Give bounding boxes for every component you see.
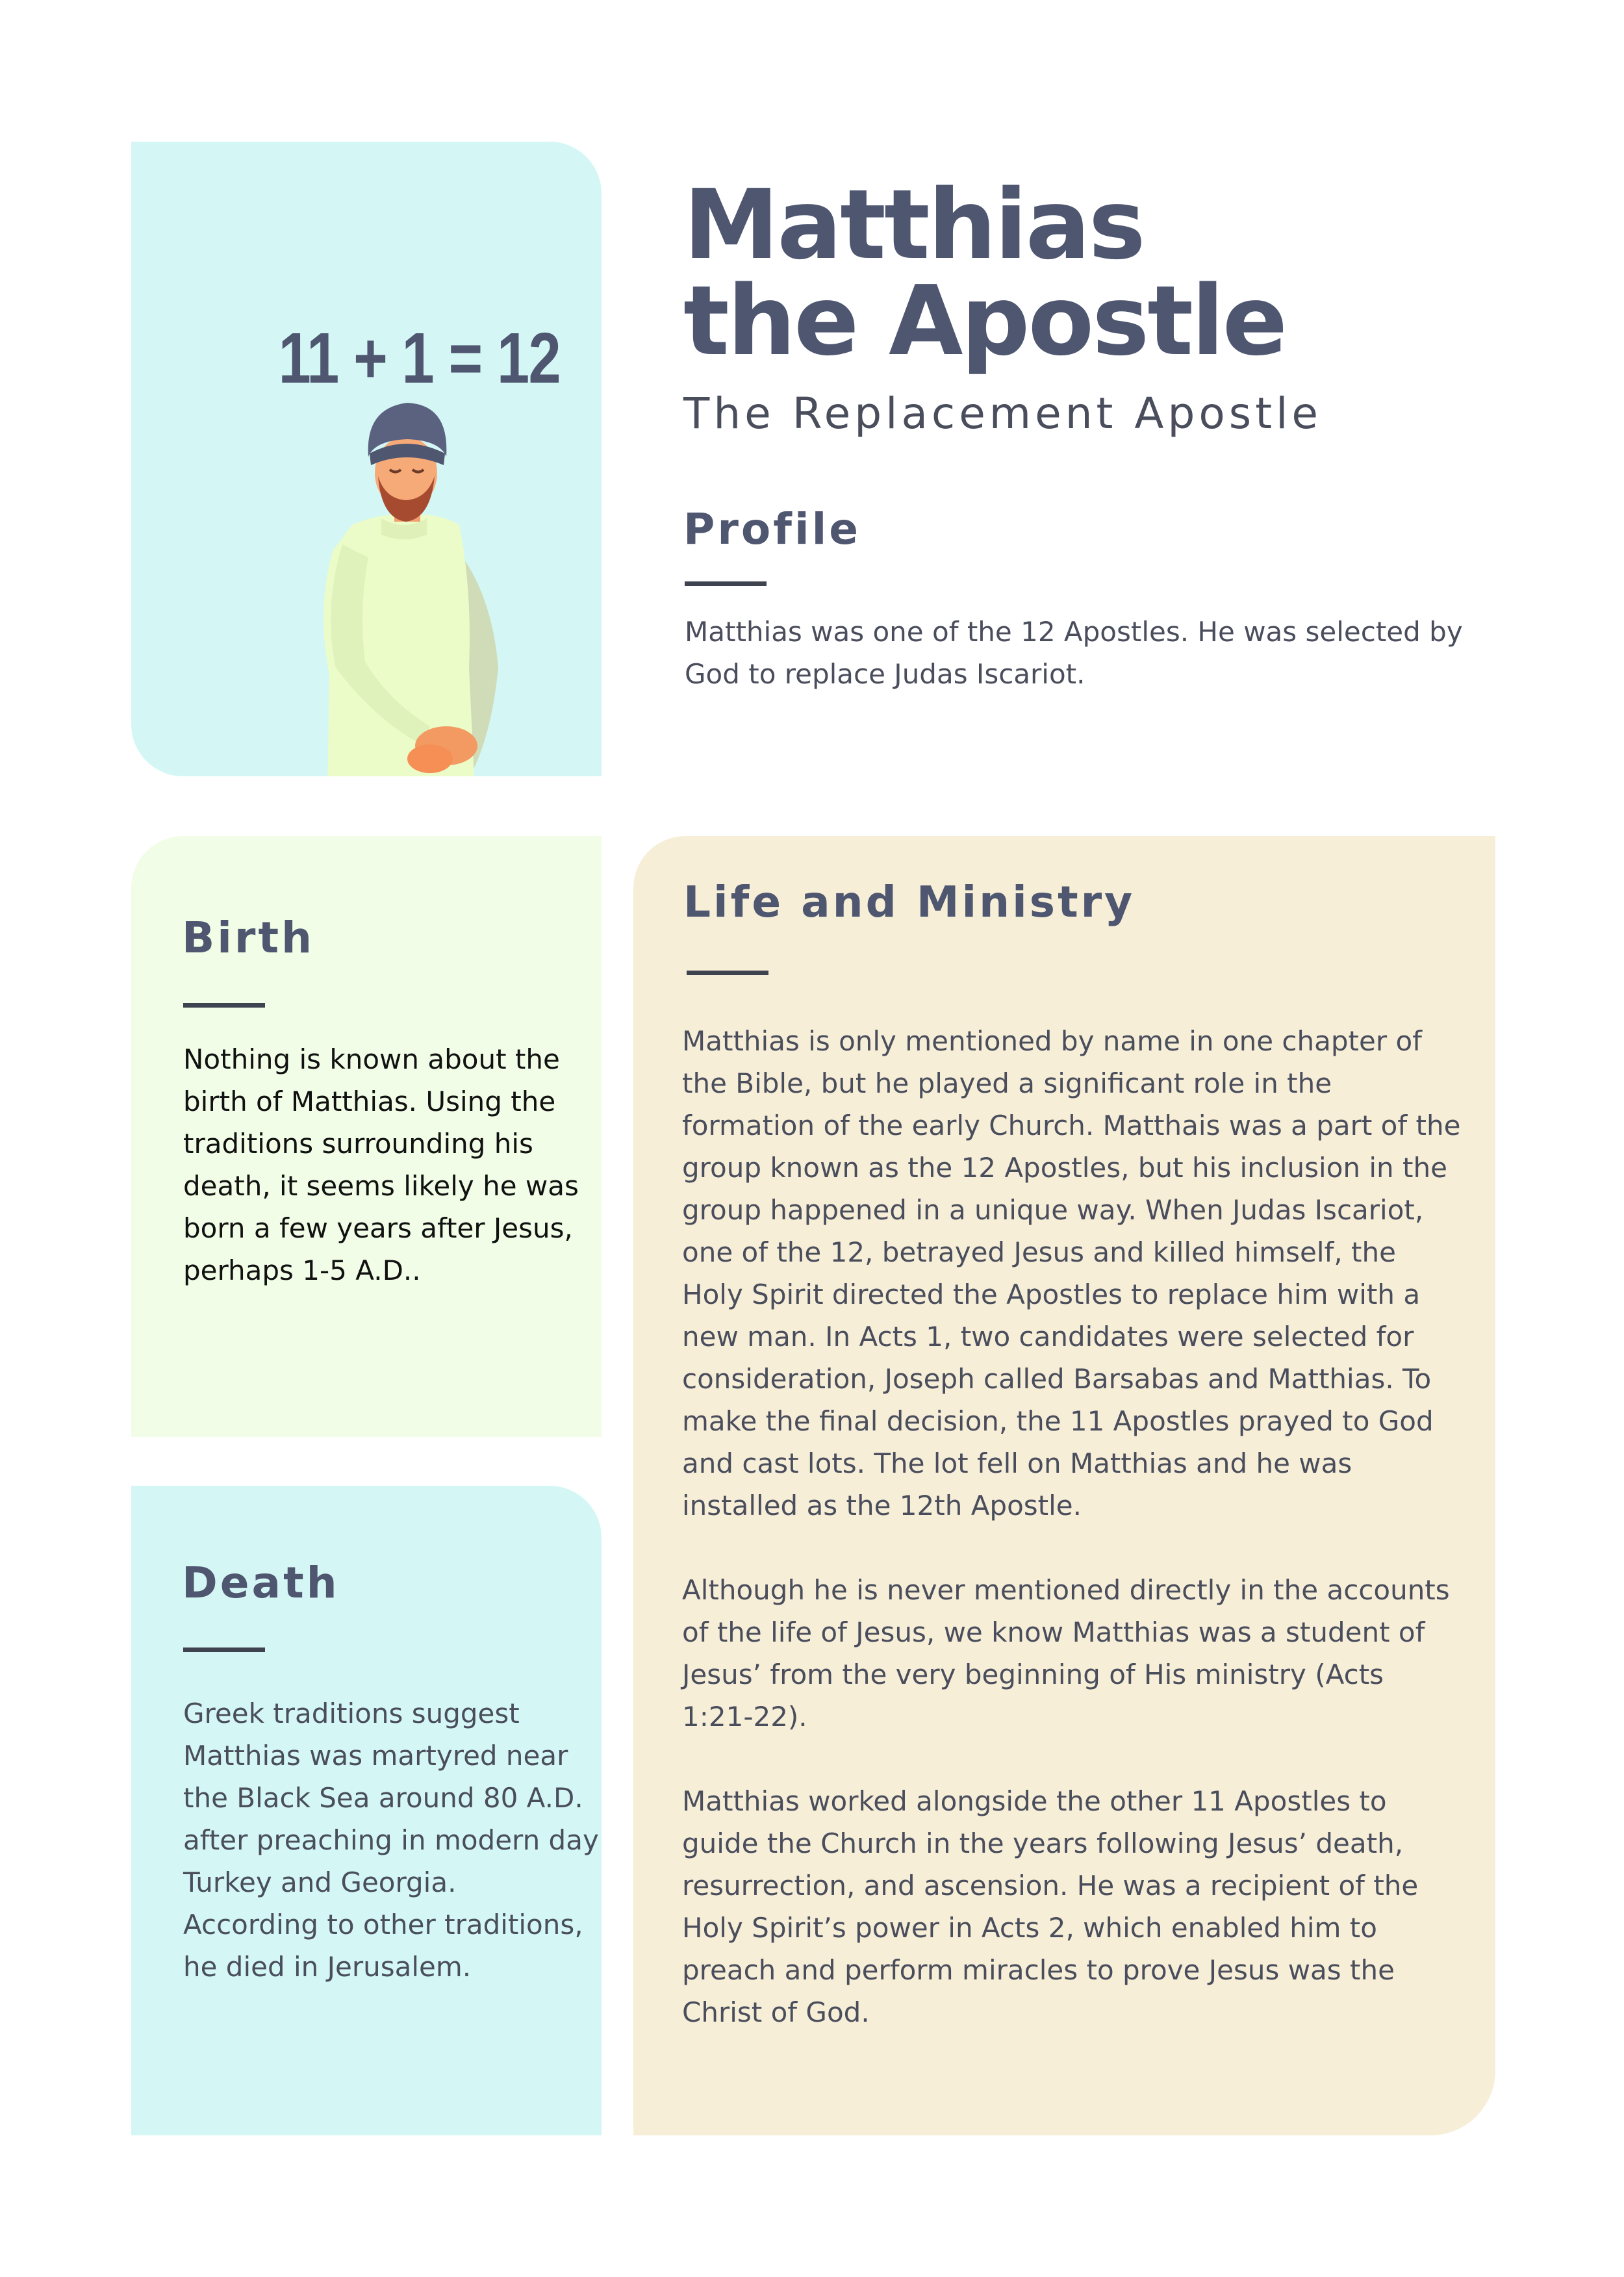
birth-heading: Birth xyxy=(182,913,315,963)
life-paragraph: Although he is never mentioned directly in the accounts of the life of Jesus, we know Matthias was a student of Jesus’ from the very beginning of His ministry (Acts 1:21-22). xyxy=(682,1574,1450,1733)
title-line-1: Matthias xyxy=(683,169,1144,281)
death-text: Greek traditions suggest Matthias was martyred near the Black Sea around 80 A.D. after preaching in modern day Turkey and Georgia. According to other traditions, he died in Jerusalem. xyxy=(183,1698,599,1983)
title-line-2: the Apostle xyxy=(683,265,1286,377)
profile-heading: Profile xyxy=(683,504,861,554)
equation-text: 11 + 1 = 12 xyxy=(278,318,560,398)
life-paragraph: Matthias worked alongside the other 11 Apostles to guide the Church in the years following Jesus’ death, resurrection, and ascension. He was a recipient of the Holy Spirit’s power in Acts 2, which enabled him to preach and perform miracles to prove Jesus was the Christ of God. xyxy=(682,1785,1419,2028)
profile-divider xyxy=(685,581,767,586)
birth-divider xyxy=(183,1003,265,1008)
birth-text: Nothing is known about the birth of Matthias. Using the traditions surrounding his death, it seems likely he was born a few years after Jesus, perhaps 1-5 A.D.. xyxy=(183,1043,579,1286)
life-ministry-text xyxy=(682,1020,1462,2033)
death-divider xyxy=(183,1647,265,1652)
life-paragraph: Matthias is only mentioned by name in one chapter of the Bible, but he played a significant role in the formation of the early Church. Matthais was a part of the group known as the 12 Apostles, but his inclusion in the group happened in a unique way. When Judas Iscariot, one of the 12, betrayed Jesus and killed himself, the Holy Spirit directed the Apostles to replace him with a new man. In Acts 1, two candidates were selected for consideration, Joseph called Barsabas and Matthias. To make the final decision, the 11 Apostles prayed to God and cast lots. The lot fell on Matthias and he was installed as the 12th Apostle. xyxy=(682,1025,1461,1521)
hero-panel xyxy=(131,142,602,776)
life-ministry-heading: Life and Ministry xyxy=(683,877,1136,927)
page-subtitle: The Replacement Apostle xyxy=(683,388,1323,439)
profile-text: Matthias was one of the 12 Apostles. He was selected by God to replace Judas Iscariot. xyxy=(685,616,1463,690)
page-title xyxy=(683,169,1286,377)
life-ministry-divider xyxy=(687,971,768,975)
apostle-figure-icon xyxy=(297,395,544,776)
death-heading: Death xyxy=(182,1558,340,1608)
